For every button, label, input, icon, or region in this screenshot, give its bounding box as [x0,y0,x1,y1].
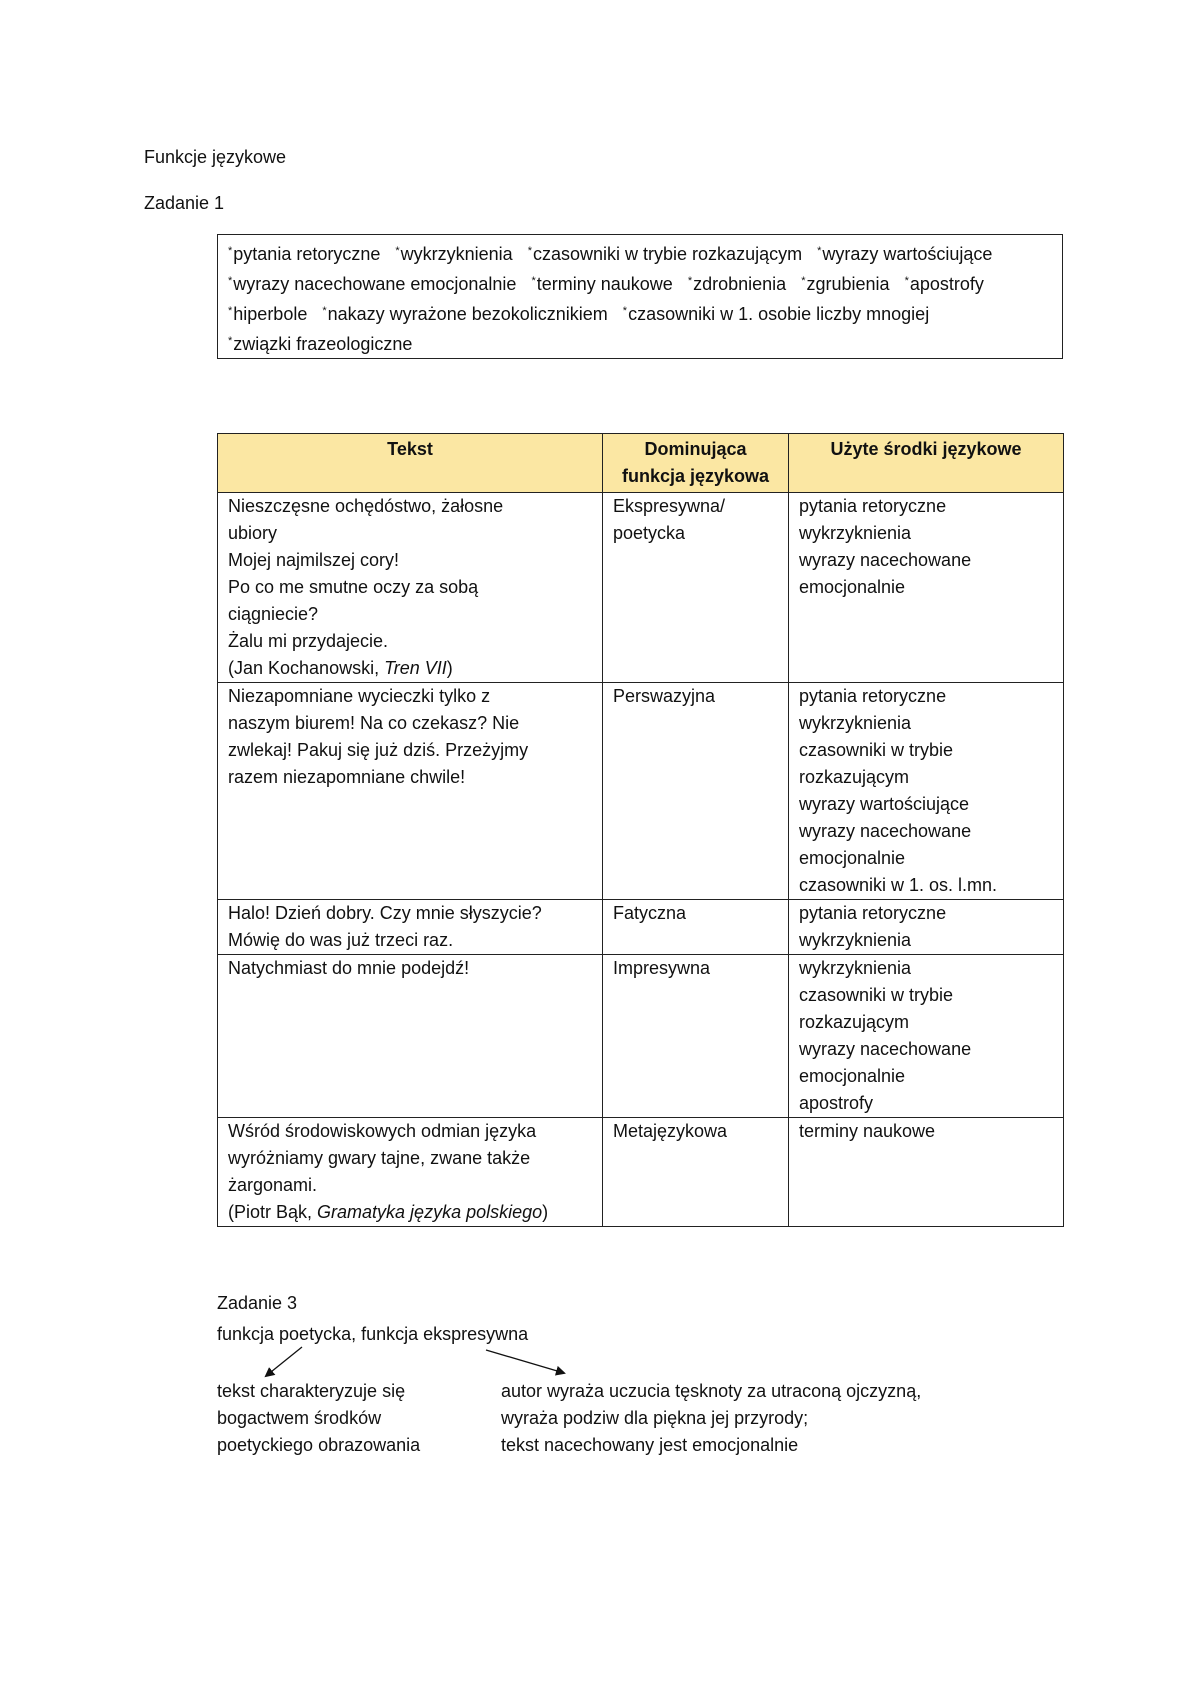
word-bank-item-text: hiperbole [233,304,308,324]
source-prefix: (Piotr Bąk, [228,1202,318,1222]
means-line: wyrazy nacechowane [799,550,972,570]
document-title: Funkcje językowe [144,147,287,167]
means-line: apostrofy [799,1093,874,1113]
header-language-means: Użyte środki językowe [789,434,1064,493]
word-bank-item-text: wykrzyknienia [400,244,513,264]
source-title: Tren VII [384,658,447,678]
means-line: wykrzyknienia [799,930,912,950]
means-line: wykrzyknienia [799,523,912,543]
header-dominant-function: Dominująca funkcja językowa [603,434,789,493]
text-line: wyróżniamy gwary tajne, zwane także [228,1148,531,1168]
text-line: Natychmiast do mnie podejdź! [228,958,470,978]
means-line: pytania retoryczne [799,496,947,516]
bullet-mark: * [622,305,628,317]
right-note-line: tekst nacechowany jest emocjonalnie [501,1435,799,1455]
text-line: Mojej najmilszej cory! [228,550,400,570]
bullet-mark: * [687,275,693,287]
bullet-mark: * [527,245,532,257]
text-line: Wśród środowiskowych odmian języka [228,1121,537,1141]
source-prefix: (Jan Kochanowski, [228,658,385,678]
means-line: rozkazującym [799,767,910,787]
means-line: emocjonalnie [799,848,906,868]
function-line: poetycka [613,523,686,543]
left-note-line: bogactwem środków [217,1408,382,1428]
text-line: Żalu mi przydajecie. [228,631,389,651]
means-line: wyrazy wartościujące [799,794,970,814]
means-line: wykrzyknienia [799,713,912,733]
word-bank-item-text: wyrazy wartościujące [822,244,993,264]
means-line: wyrazy nacechowane [799,821,972,841]
bullet-mark: * [228,335,233,347]
means-line: wyrazy nacechowane [799,1039,972,1059]
function-line: Metajęzykowa [613,1121,728,1141]
word-bank-item-text: apostrofy [909,274,984,294]
means-line: emocjonalnie [799,577,906,597]
means-line: wykrzyknienia [799,958,912,978]
text-line: razem niezapomniane chwile! [228,767,466,787]
means-line: pytania retoryczne [799,686,947,706]
text-line: Mówię do was już trzeci raz. [228,930,454,950]
function-line: Fatyczna [613,903,687,923]
word-bank-item-text: pytania retoryczne [233,244,381,264]
means-line: czasowniki w trybie [799,985,954,1005]
means-line: terminy naukowe [799,1121,936,1141]
header-text: Tekst [218,434,603,493]
means-line: czasowniki w trybie [799,740,954,760]
word-bank-item-text: czasowniki w trybie rozkazującym [533,244,803,264]
bullet-mark: * [322,305,327,317]
right-note-line: wyraża podziw dla piękna jej przyrody; [501,1408,809,1428]
text-line: Niezapomniane wycieczki tylko z [228,686,491,706]
bullet-mark: * [817,245,822,257]
left-note-line: tekst charakteryzuje się [217,1381,406,1401]
text-line: Nieszczęsne ochędóstwo, żałosne [228,496,504,516]
word-bank-item-text: wyrazy nacechowane emocjonalnie [233,274,517,294]
text-line: Halo! Dzień dobry. Czy mnie słyszycie? [228,903,542,923]
source-suffix: ) [542,1202,549,1222]
arrow-to-poetic [266,1347,302,1376]
left-note-line: poetyckiego obrazowania [217,1435,421,1455]
word-bank-item-text: związki frazeologiczne [233,334,413,354]
source-suffix: ) [446,658,453,678]
function-line: Impresywna [613,958,711,978]
means-line: emocjonalnie [799,1066,906,1086]
function-line: Ekspresywna/ [613,496,726,516]
text-line: zwlekaj! Pakuj się już dziś. Przeżyjmy [228,740,529,760]
word-bank-item-text: czasowniki w 1. osobie liczby mnogiej [628,304,930,324]
word-bank-item-text: terminy naukowe [536,274,673,294]
text-line: ubiory [228,523,278,543]
text-line: ciągniecie? [228,604,319,624]
bullet-mark: * [801,275,806,287]
means-line: rozkazującym [799,1012,910,1032]
text-line: Po co me smutne oczy za sobą [228,577,479,597]
task-3-heading: Zadanie 3 [217,1293,298,1313]
text-line: naszym biurem! Na co czekasz? Nie [228,713,520,733]
bullet-mark: * [228,305,233,317]
means-line: czasowniki w 1. os. l.mn. [799,875,998,895]
bullet-mark: * [395,245,400,257]
word-bank-item-text: nakazy wyrażone bezokolicznikiem [327,304,608,324]
bullet-mark: * [228,275,233,287]
bullet-mark: * [228,245,233,257]
bullet-mark: * [531,275,536,287]
bullet-mark: * [904,275,909,287]
task-1-heading: Zadanie 1 [144,193,225,213]
function-line: Perswazyjna [613,686,716,706]
text-line: żargonami. [228,1175,318,1195]
word-bank-item-text: zdrobnienia [693,274,787,294]
arrow-to-expressive [486,1350,564,1373]
means-line: pytania retoryczne [799,903,947,923]
source-title: Gramatyka języka polskiego [317,1202,543,1222]
word-bank-item-text: zgrubienia [806,274,890,294]
right-note-line: autor wyraża uczucia tęsknoty za utraconą ojczyzną, [501,1381,922,1401]
task-3-functions: funkcja poetycka, funkcja ekspresywna [217,1324,529,1344]
